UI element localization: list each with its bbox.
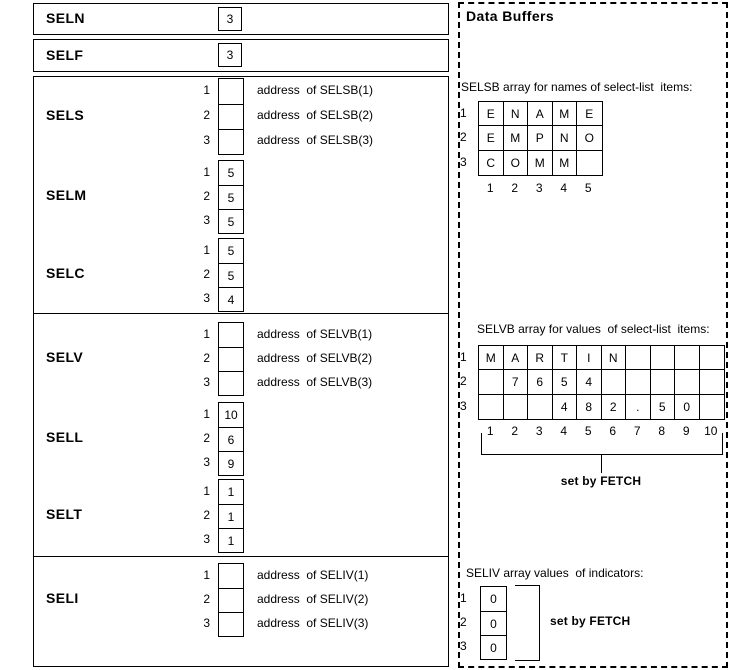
- selsb-grid-col-label-5: 5: [584, 181, 592, 195]
- sels-row-index-3: 3: [203, 133, 210, 147]
- field-label-seli: SELI: [46, 590, 79, 606]
- selm-row-index-3: 3: [203, 213, 210, 227]
- selvb-fetch-bracket-stem: [601, 454, 602, 473]
- selvb-grid-col-label-9: 9: [682, 424, 690, 438]
- seli-cell-2: [219, 588, 243, 612]
- selsb-grid-cell-r2c1: E: [479, 126, 504, 150]
- selv-cell-3: [219, 371, 243, 395]
- field-label-self: SELF: [46, 47, 84, 63]
- selc-cell-1: 5: [227, 244, 235, 258]
- selvb-grid-cell-r1c2: A: [504, 346, 529, 370]
- selvb-grid-cell-r3c6: 2: [602, 395, 627, 419]
- seli-address-note-3: address of SELIV(3): [257, 616, 369, 630]
- selvb-grid-cell-r1c10: [700, 346, 725, 370]
- selvb-grid-cell-r1c1: M: [479, 346, 504, 370]
- self-value-box: 3: [218, 43, 242, 67]
- selvb-grid-row-label-3: 3: [460, 398, 467, 413]
- selsb-grid-cell-r1c1: E: [479, 102, 504, 126]
- seliv-caption: SELIV array values of indicators:: [466, 566, 644, 580]
- selvb-caption: SELVB array for values of select-list items:: [477, 322, 710, 336]
- field-label-selt: SELT: [46, 506, 83, 522]
- selsb-caption: SELSB array for names of select-list items:: [461, 80, 693, 94]
- field-label-selv: SELV: [46, 349, 84, 365]
- selvb-grid-cell-r3c5: 8: [577, 395, 602, 419]
- seliv-row-label-2: 2: [460, 615, 467, 629]
- seliv-row-label-1: 1: [460, 591, 467, 605]
- selsb-grid-col-label-4: 4: [560, 181, 568, 195]
- selvb-grid-cell-r1c8: [651, 346, 676, 370]
- selsb-grid-cell-r1c2: N: [504, 102, 529, 126]
- selsb-grid-col-label-2: 2: [511, 181, 519, 195]
- selc-row-index-3: 3: [203, 291, 210, 305]
- selt-row-index-2: 2: [203, 508, 210, 522]
- sels-row-index-1: 1: [203, 83, 210, 97]
- selvb-grid-cell-r2c1: [479, 370, 504, 394]
- sels-cell-3: [219, 129, 243, 154]
- selsb-grid-col-label-3: 3: [535, 181, 543, 195]
- selt-cell-2: 1: [219, 504, 243, 528]
- selvb-grid-col-label-4: 4: [560, 424, 568, 438]
- selvb-grid-cell-r3c8: 5: [651, 395, 676, 419]
- selsb-grid-cell-r3c2: O: [504, 151, 529, 175]
- sell-cell-1: 10: [224, 408, 238, 422]
- selv-address-note-2: address of SELVB(2): [257, 351, 373, 365]
- selsb-grid: [478, 101, 603, 176]
- selsb-grid-cell-r3c4: M: [553, 151, 578, 175]
- sell-row-index-2: 2: [203, 431, 210, 445]
- selvb-grid-cell-r3c9: 0: [675, 395, 700, 419]
- seliv-cell-1: 0: [490, 592, 497, 606]
- seli-cell-3: [219, 612, 243, 636]
- sels-address-note-3: address of SELSB(3): [257, 133, 374, 147]
- field-label-selm: SELM: [46, 187, 87, 203]
- field-label-seln: SELN: [46, 10, 85, 26]
- seli-row-index-3: 3: [203, 616, 210, 630]
- selvb-grid-col-label-6: 6: [609, 424, 617, 438]
- sels-array-stack: [218, 78, 244, 155]
- seliv-row-label-3: 3: [460, 639, 467, 653]
- selvb-grid-col-label-10: 10: [704, 424, 718, 438]
- selv-row-index-1: 1: [203, 327, 210, 341]
- seli-address-note-2: address of SELIV(2): [257, 592, 369, 606]
- selsb-grid-cell-r2c4: N: [553, 126, 578, 150]
- selsb-grid-col-label-1: 1: [486, 181, 494, 195]
- selsb-grid-cell-r1c3: A: [528, 102, 553, 126]
- sels-cell-2: [219, 104, 243, 129]
- selvb-fetch-annotation: set by FETCH: [560, 474, 642, 488]
- selvb-grid-cell-r2c5: 4: [577, 370, 602, 394]
- selvb-grid-cell-r2c8: [651, 370, 676, 394]
- selvb-grid-cell-r1c3: R: [528, 346, 553, 370]
- selt-row-index-1: 1: [203, 484, 210, 498]
- selsb-grid-cell-r1c4: M: [553, 102, 578, 126]
- selsb-grid-cell-r2c5: O: [577, 126, 602, 150]
- selvb-grid-col-label-3: 3: [535, 424, 543, 438]
- selvb-grid-col-label-8: 8: [658, 424, 666, 438]
- selsb-grid-cell-r1c5: E: [577, 102, 602, 126]
- sell-row-index-1: 1: [203, 407, 210, 421]
- selvb-grid-cell-r2c2: 7: [504, 370, 529, 394]
- seliv-cell-2: 0: [481, 611, 506, 635]
- selvb-grid-cell-r1c7: [626, 346, 651, 370]
- sell-cell-3: 9: [219, 451, 243, 475]
- selv-row-index-2: 2: [203, 351, 210, 365]
- selsb-grid-cell-r2c2: M: [504, 126, 529, 150]
- selsb-grid-cell-r3c1: C: [479, 151, 504, 175]
- selvb-grid-cell-r2c4: 5: [553, 370, 578, 394]
- selc-cell-2: 5: [219, 263, 243, 287]
- field-label-sell: SELL: [46, 429, 84, 445]
- section-divider: [33, 313, 449, 314]
- selsb-grid-cell-r3c3: M: [528, 151, 553, 175]
- selvb-grid-cell-r3c3: [528, 395, 553, 419]
- data-buffers-title: Data Buffers: [466, 8, 555, 24]
- selvb-grid-row-label-2: 2: [460, 374, 467, 389]
- selvb-grid-col-label-7: 7: [633, 424, 641, 438]
- selv-cell-2: [219, 347, 243, 371]
- selvb-grid-cell-r2c7: [626, 370, 651, 394]
- selvb-grid-cell-r3c2: [504, 395, 529, 419]
- seli-cell-1: [219, 564, 243, 588]
- selsb-grid-cell-r2c3: P: [528, 126, 553, 150]
- seli-row-index-2: 2: [203, 592, 210, 606]
- sels-cell-1: [219, 79, 243, 104]
- selvb-grid-cell-r2c10: [700, 370, 725, 394]
- seliv-fetch-bracket: [515, 585, 540, 661]
- selvb-grid-col-label-5: 5: [584, 424, 592, 438]
- selt-row-index-3: 3: [203, 532, 210, 546]
- selm-cell-2: 5: [219, 185, 243, 209]
- seli-array-stack: [218, 563, 244, 637]
- selvb-grid: [478, 345, 725, 420]
- field-label-selc: SELC: [46, 265, 85, 281]
- selt-cell-1: 1: [227, 485, 235, 499]
- sell-cell-2: 6: [219, 427, 243, 451]
- selsb-grid-row-label-3: 3: [460, 154, 467, 169]
- selsb-grid-row-label-2: 2: [460, 130, 467, 145]
- selt-array-stack: [218, 479, 244, 553]
- selm-cell-3: 5: [219, 209, 243, 233]
- seliv-cell-3: 0: [481, 635, 506, 659]
- selv-row-index-3: 3: [203, 375, 210, 389]
- selvb-grid-cell-r3c4: 4: [553, 395, 578, 419]
- selm-array-stack: [218, 160, 244, 234]
- selvb-grid-cell-r2c6: [602, 370, 627, 394]
- seliv-fetch-annotation: set by FETCH: [550, 614, 631, 628]
- sels-row-index-2: 2: [203, 108, 210, 122]
- selt-cell-3: 1: [219, 528, 243, 552]
- selvb-grid-cell-r1c9: [675, 346, 700, 370]
- section-divider: [33, 556, 449, 557]
- selc-row-index-2: 2: [203, 267, 210, 281]
- selvb-grid-cell-r3c1: [479, 395, 504, 419]
- selvb-grid-cell-r3c10: [700, 395, 725, 419]
- selv-cell-1: [219, 323, 243, 347]
- selvb-grid-col-label-1: 1: [486, 424, 494, 438]
- sell-array-stack: [218, 402, 244, 476]
- selvb-grid-cell-r3c7: .: [626, 395, 651, 419]
- selvb-grid-cell-r1c5: I: [577, 346, 602, 370]
- selvb-grid-cell-r2c3: 6: [528, 370, 553, 394]
- selc-cell-3: 4: [219, 287, 243, 311]
- seln-value-box: 3: [218, 7, 242, 31]
- selc-array-stack: [218, 238, 244, 312]
- selv-address-note-1: address of SELVB(1): [257, 327, 373, 341]
- sels-address-note-1: address of SELSB(1): [257, 83, 374, 97]
- selvb-grid-cell-r1c6: N: [602, 346, 627, 370]
- field-label-sels: SELS: [46, 106, 85, 123]
- selc-row-index-1: 1: [203, 243, 210, 257]
- selvb-grid-cell-r2c9: [675, 370, 700, 394]
- selm-row-index-2: 2: [203, 189, 210, 203]
- selv-address-note-3: address of SELVB(3): [257, 375, 373, 389]
- seli-address-note-1: address of SELIV(1): [257, 568, 369, 582]
- selsb-grid-cell-r3c5: [577, 151, 602, 175]
- selsb-grid-row-label-1: 1: [460, 106, 467, 120]
- selv-array-stack: [218, 322, 244, 396]
- selvb-grid-col-label-2: 2: [511, 424, 519, 438]
- sell-row-index-3: 3: [203, 455, 210, 469]
- selm-row-index-1: 1: [203, 165, 210, 179]
- selm-cell-1: 5: [227, 166, 235, 180]
- seliv-value-stack: [480, 586, 507, 660]
- selvb-grid-cell-r1c4: T: [553, 346, 578, 370]
- selvb-grid-row-label-1: 1: [460, 350, 467, 364]
- seli-row-index-1: 1: [203, 568, 210, 582]
- sels-address-note-2: address of SELSB(2): [257, 108, 374, 122]
